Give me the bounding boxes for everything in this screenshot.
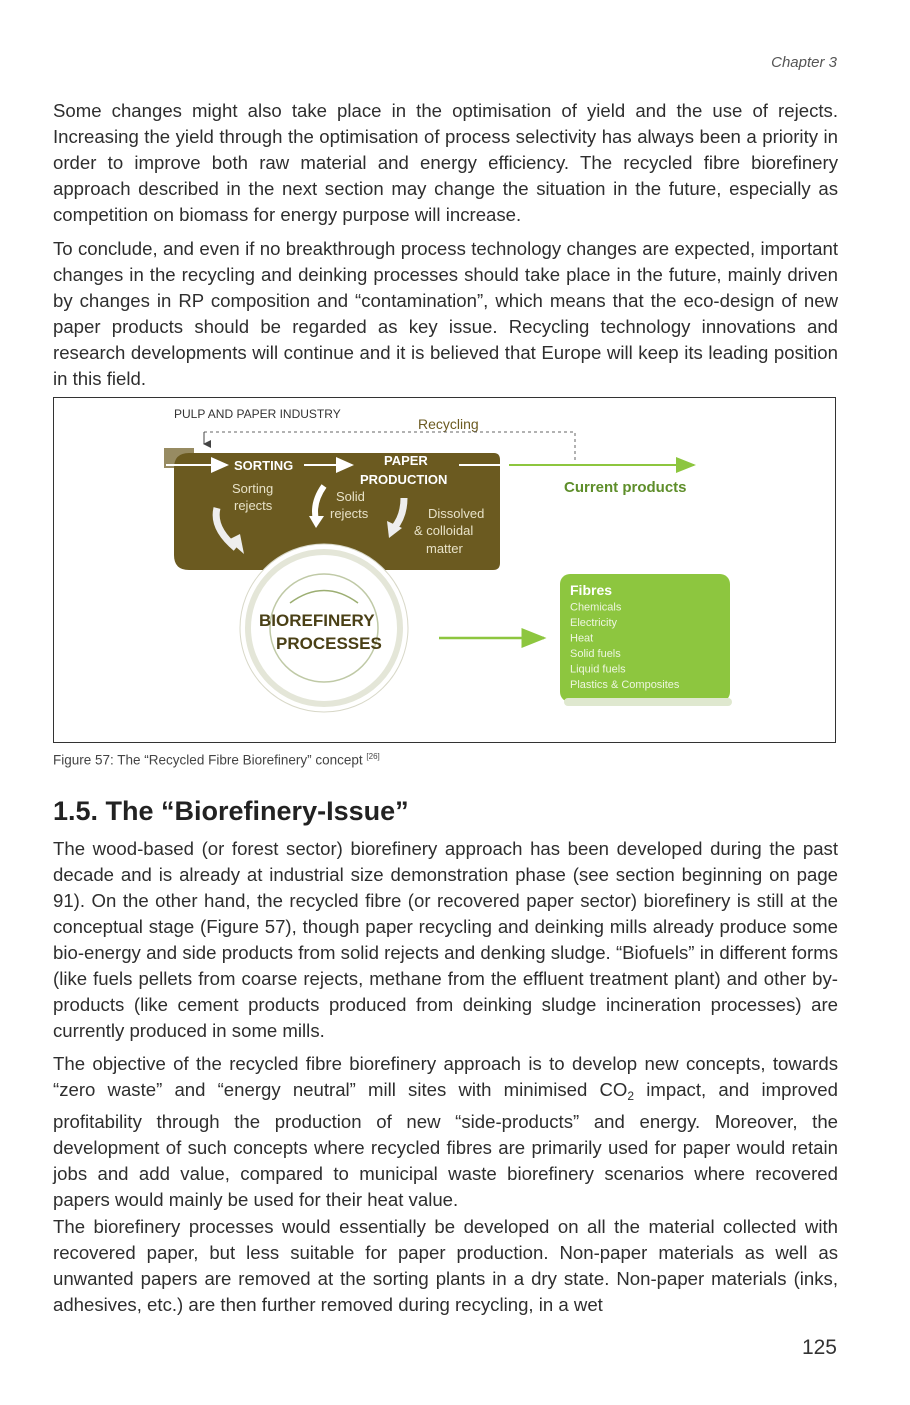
dissolved-2: & colloidal: [414, 523, 474, 538]
solid-rejects-1: Solid: [336, 489, 365, 504]
co2-subscript: 2: [627, 1089, 635, 1103]
paper-label: PAPER: [384, 453, 428, 468]
output-item: Heat: [570, 632, 594, 645]
sorting-label: SORTING: [234, 458, 294, 473]
objective-text-2: impact, and improved profitability through the production of new “side-products” and energy. Moreover, the development of such concepts where recycled fibres are primarily used for paper would retain jobs and add value, compared to municipal waste biorefinery scenarios where recovered papers would mainly be used for their heat value.: [53, 1079, 838, 1210]
biorefinery-label-1: BIOREFINERY: [259, 611, 375, 630]
output-item: Plastics & Composites: [570, 679, 680, 691]
figure-caption: [53, 752, 380, 768]
page-number: 125: [801, 1336, 837, 1359]
current-products-label: Current products: [564, 479, 687, 496]
solid-rejects-2: rejects: [330, 506, 369, 521]
dissolved-1: Dissolved: [428, 506, 485, 521]
biorefinery-diagram: [54, 398, 837, 744]
section-heading: 1.5. The “Biorefinery-Issue”: [53, 796, 409, 826]
paragraph-processes: The biorefinery processes would essentially be developed on all the material collected with recovered paper, but less suitable for paper production. Non-paper materials as well as unwanted papers are removed at the sorting plants in a dry state. Non-paper materials (inks, adhesives, etc.) are then further removed during recycling, in a wet: [53, 1216, 838, 1315]
paragraph-yield: Some changes might also take place in the optimisation of yield and the use of rejects. Increasing the yield through the optimisation of process selectivity has always been a priority in order to improve both raw material and energy efficiency. The recycled fibre biorefinery approach described in the next section may change the situation in the future, especially as competition on biomass for energy purpose will increase.: [53, 100, 838, 225]
chapter-label: Chapter 3: [771, 54, 837, 71]
production-label: PRODUCTION: [360, 472, 448, 487]
industry-label: PULP AND PAPER INDUSTRY: [174, 407, 341, 421]
sorting-rejects-1: Sorting: [232, 481, 274, 496]
sorting-rejects-2: rejects: [234, 498, 273, 513]
paragraph-conclusion: To conclude, and even if no breakthrough process technology changes are expected, important changes in the recycling and deinking processes should take place in the future, mainly driven by changes in RP composition and “contamination”, which means that the eco-design of new paper products should be regarded as key issue. Recycling technology innovations and research developments will continue and it is believed that Europe will keep its leading position in this field.: [53, 238, 838, 389]
figure-57: [53, 397, 836, 743]
output-item: Solid fuels: [570, 648, 621, 660]
paragraph-wood-based: The wood-based (or forest sector) biorefinery approach has been developed during the past decade and is already at industrial size demonstration phase (see section beginning on page 91). On the other hand, the recycled fibre (or recovered paper sector) biorefinery is still at the conceptual stage (Figure 57), though paper recycling and deinking mills already produce some bio-energy and side products from solid rejects and denking sludge. “Biofuels” in different forms (like fuels pellets from coarse rejects, methane from the effluent treatment plant) and other by-products (like cement products produced from deinking sludge incineration processes) are currently produced in some mills.: [53, 838, 838, 1041]
output-item: Chemicals: [570, 601, 622, 614]
paragraph-objective: [53, 1051, 838, 1213]
biorefinery-label-2: PROCESSES: [276, 634, 382, 653]
caption-ref: [26]: [366, 752, 380, 761]
output-item: Liquid fuels: [570, 663, 626, 676]
caption-text: Figure 57: The “Recycled Fibre Biorefinery” concept: [53, 752, 367, 768]
output-item: Fibres: [570, 582, 613, 598]
recycling-label: Recycling: [418, 416, 479, 432]
objective-text-1: The objective of the recycled fibre biorefinery approach is to develop new concepts, towards “zero waste” and “energy neutral” mill sites with minimised CO: [53, 1053, 838, 1100]
output-item: Electricity: [570, 617, 618, 629]
dissolved-3: matter: [426, 541, 463, 556]
